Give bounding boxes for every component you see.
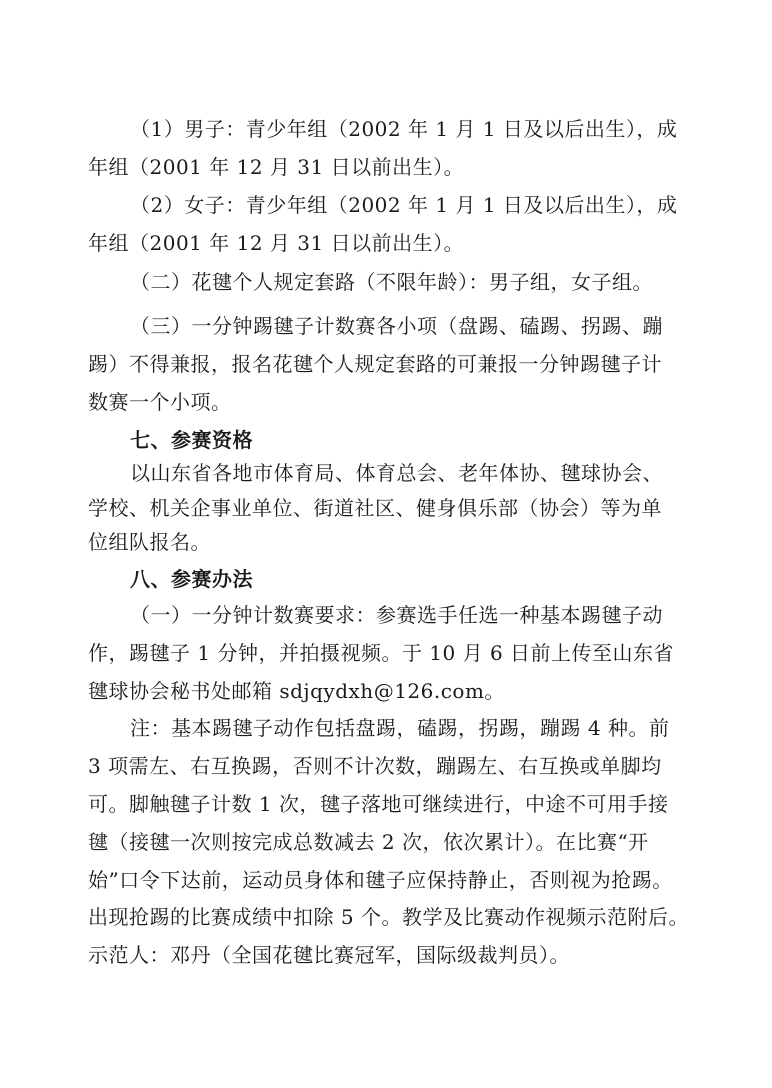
text-line: 踢）不得兼报，报名花毽个人规定套路的可兼报一分钟踢毽子计 <box>88 352 662 376</box>
text-line: 始”口令下达前，运动员身体和毽子应保持静止，否则视为抢踢。 <box>88 868 673 892</box>
text-line: （2）女子：青少年组（2002 年 1 月 1 日及以后出生），成 <box>130 193 678 217</box>
text-line: 学校、机关企事业单位、街道社区、健身俱乐部（协会）等为单 <box>88 496 662 520</box>
text-line: （二）花毽个人规定套路（不限年龄）：男子组，女子组。 <box>130 270 653 294</box>
text-line: 3 项需左、右互换踢，否则不计次数，蹦踢左、右互换或单脚均 <box>88 754 662 778</box>
text-line: 位组队报名。 <box>88 530 211 554</box>
text-line: 示范人：邓丹（全国花毽比赛冠军，国际级裁判员）。 <box>88 943 570 967</box>
text-line: 毽球协会秘书处邮箱 sdjqydxh@126.com。 <box>88 679 505 703</box>
text-line: （1）男子：青少年组（2002 年 1 月 1 日及以后出生），成 <box>130 117 678 141</box>
text-line: 数赛一个小项。 <box>88 390 232 414</box>
section-heading: 七、参赛资格 <box>130 428 253 452</box>
text-line: （三）一分钟踢毽子计数赛各小项（盘踢、磕踢、拐踢、蹦 <box>130 314 663 338</box>
text-line: （一）一分钟计数赛要求：参赛选手任选一种基本踢毽子动 <box>130 603 663 627</box>
section-heading: 八、参赛办法 <box>130 567 253 591</box>
text-line: 毽（接毽一次则按完成总数减去 2 次，依次累计）。在比赛“开 <box>88 830 649 854</box>
text-line: 出现抢踢的比赛成绩中扣除 5 个。教学及比赛动作视频示范附后。 <box>88 905 689 929</box>
text-line: 年组（2001 年 12 月 31 日以前出生）。 <box>88 155 465 179</box>
text-line: 以山东省各地市体育局、体育总会、老年体协、毽球协会、 <box>130 461 663 485</box>
text-line: 年组（2001 年 12 月 31 日以前出生）。 <box>88 231 465 255</box>
text-line: 注：基本踢毽子动作包括盘踢，磕踢，拐踢，蹦踢 4 种。前 <box>130 716 670 740</box>
text-line: 作，踢毽子 1 分钟，并拍摄视频。于 10 月 6 日前上传至山东省 <box>88 641 675 665</box>
text-line: 可。脚触毽子计数 1 次，毽子落地可继续进行，中途不可用手接 <box>88 792 669 816</box>
